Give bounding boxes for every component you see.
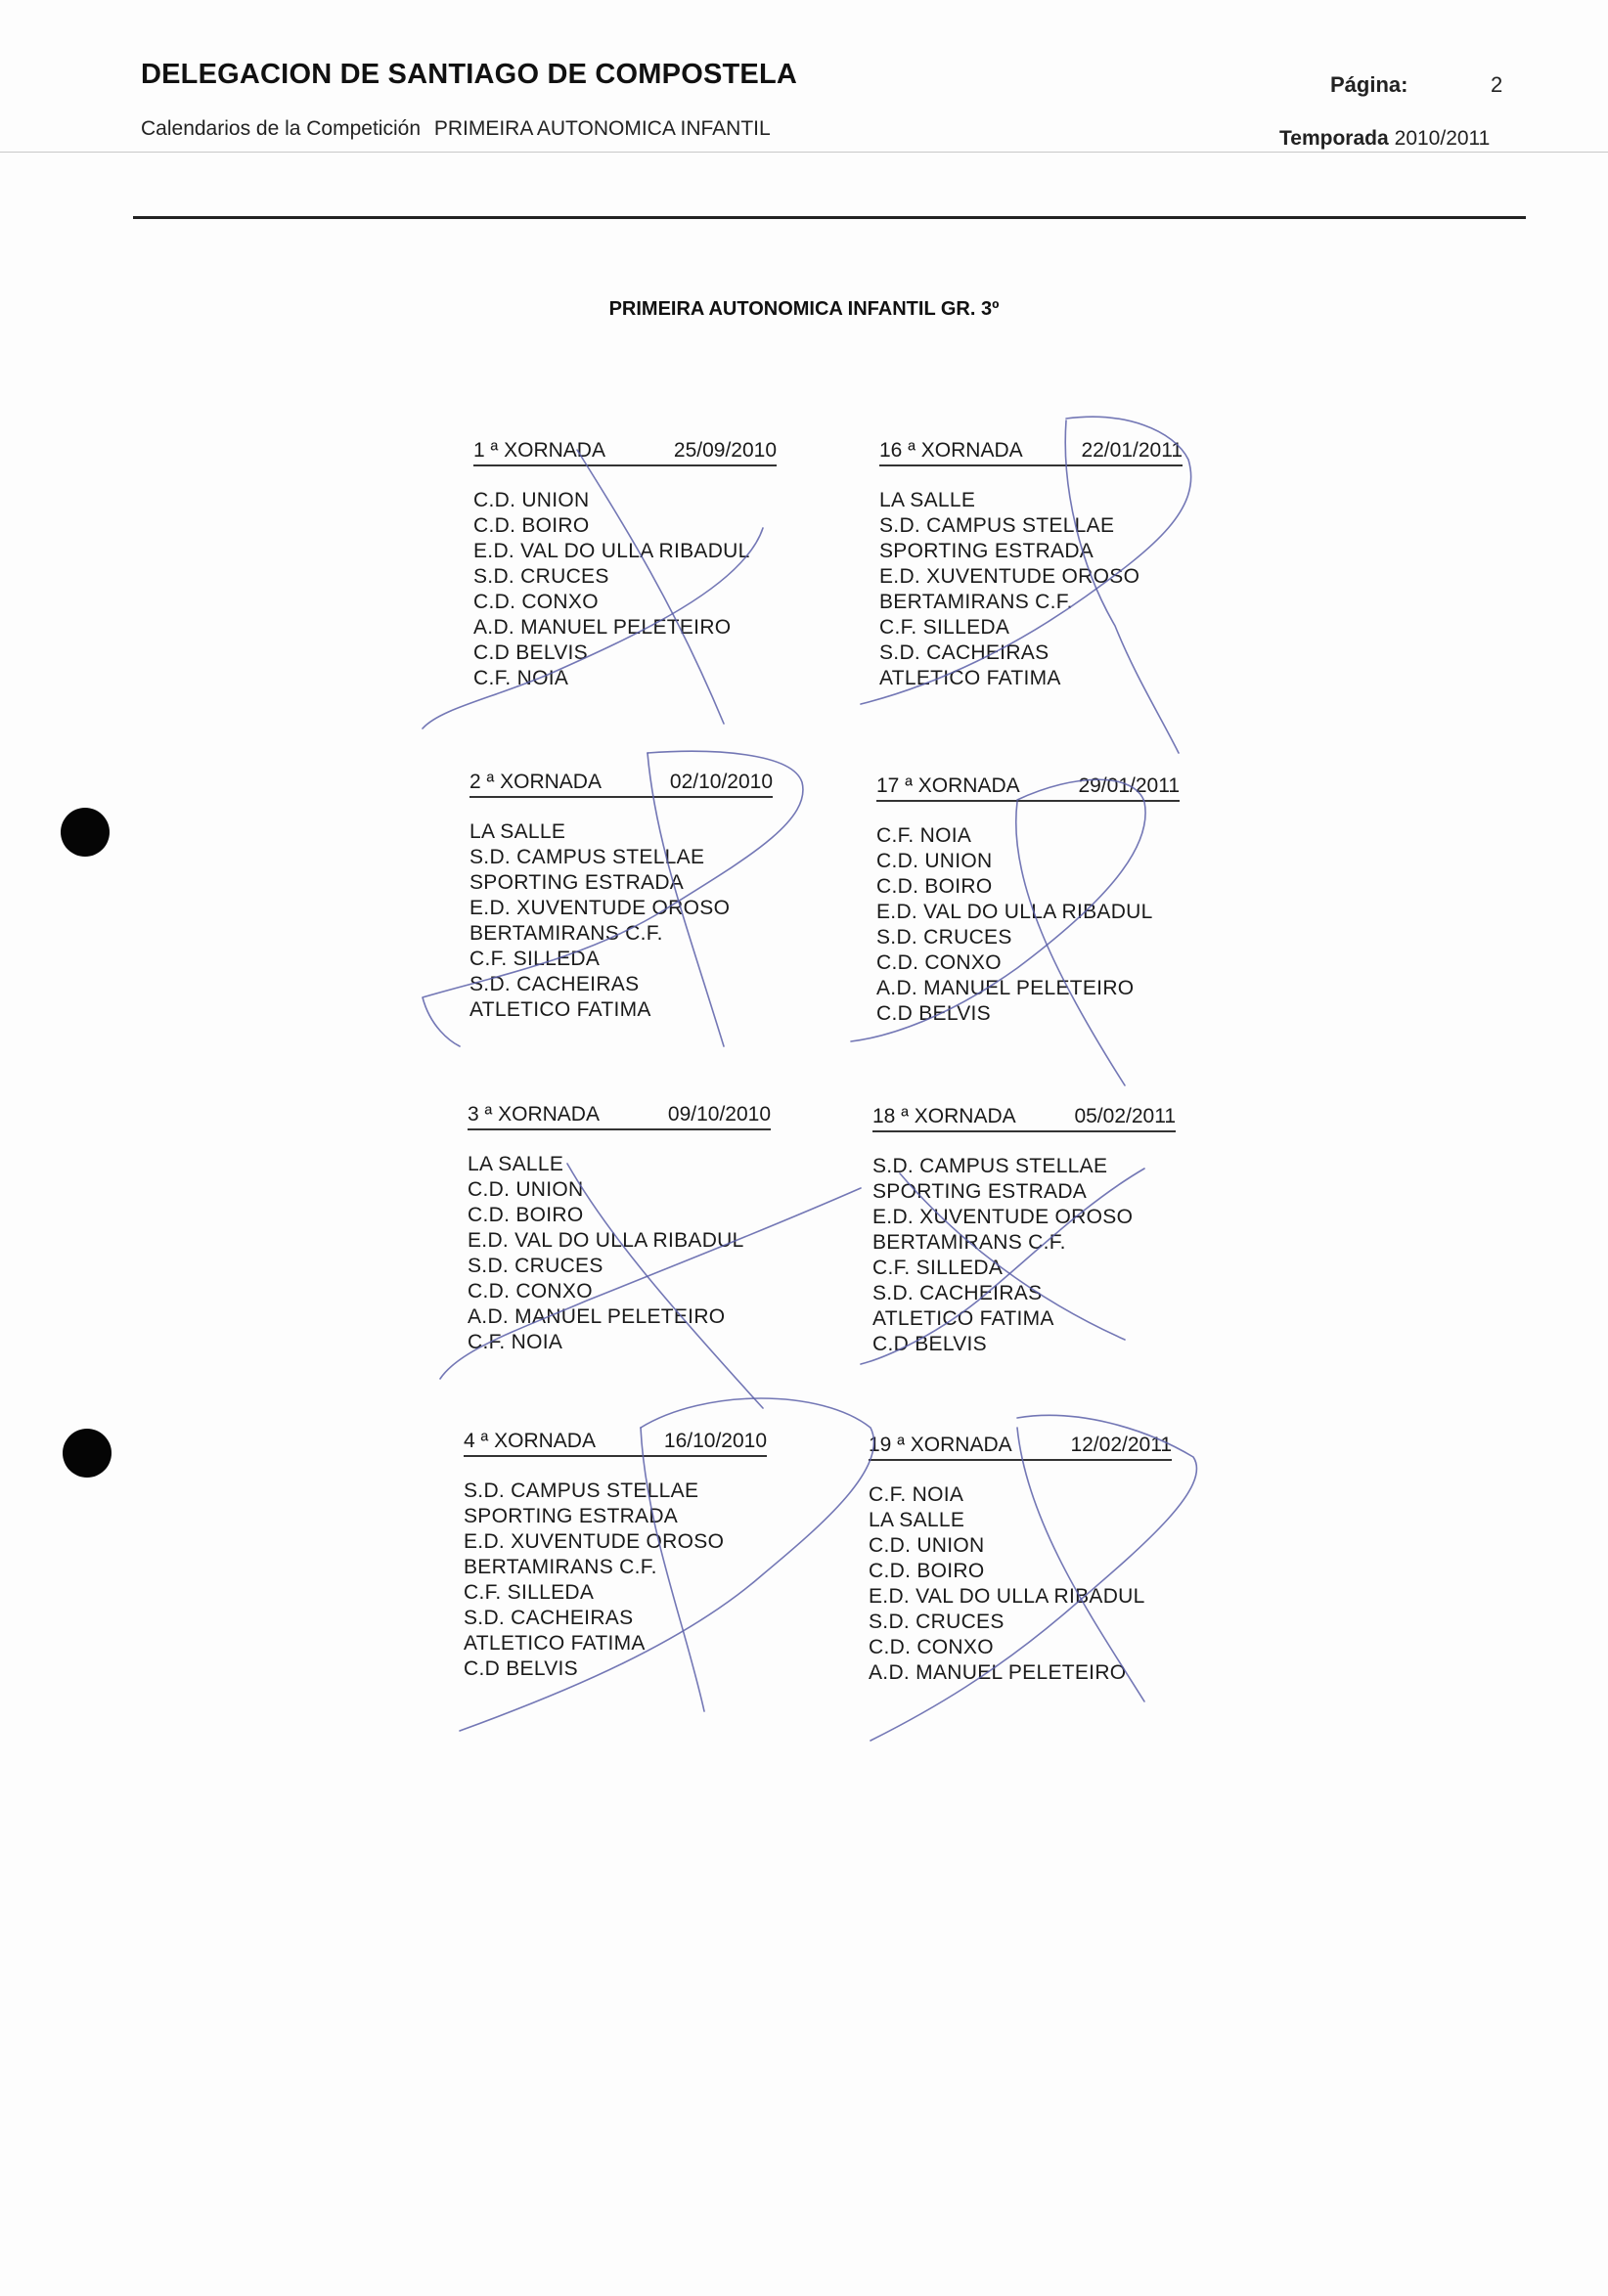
- team-item: C.D. CONXO: [468, 1280, 593, 1303]
- round-block: [876, 773, 1180, 1027]
- team-list: [473, 488, 777, 691]
- team-item: C.F. NOIA: [869, 1483, 964, 1506]
- round-header: [869, 1432, 1172, 1461]
- team-item: A.D. MANUEL PELETEIRO: [473, 616, 732, 639]
- round-header: [473, 437, 777, 466]
- team-item: C.D. BOIRO: [468, 1204, 584, 1226]
- subtitle: [141, 117, 771, 141]
- team-item: BERTAMIRANS C.F.: [879, 591, 1073, 613]
- round-block: [473, 437, 777, 691]
- team-item: E.D. XUVENTUDE OROSO: [879, 565, 1140, 588]
- team-item: C.D. UNION: [468, 1178, 584, 1201]
- team-item: BERTAMIRANS C.F.: [464, 1556, 657, 1578]
- team-item: E.D. VAL DO ULLA RIBADUL: [876, 901, 1153, 923]
- round-header: [879, 437, 1183, 466]
- team-list: [468, 1152, 771, 1355]
- team-item: BERTAMIRANS C.F.: [872, 1231, 1066, 1254]
- round-name: 17 ª XORNADA: [876, 774, 1020, 797]
- team-item: C.D. BOIRO: [869, 1560, 985, 1582]
- team-item: C.F. SILLEDA: [464, 1581, 595, 1604]
- team-item: C.D BELVIS: [464, 1657, 578, 1680]
- team-item: C.D. UNION: [876, 850, 993, 872]
- team-item: S.D. CRUCES: [468, 1255, 603, 1277]
- binder-hole-bottom: [63, 1429, 112, 1478]
- round-date: 16/10/2010: [663, 1430, 767, 1452]
- team-item: LA SALLE: [469, 820, 566, 843]
- team-item: C.F. NOIA: [473, 667, 569, 689]
- team-list: [872, 1154, 1176, 1357]
- round-name: 16 ª XORNADA: [879, 439, 1023, 462]
- team-item: S.D. CRUCES: [869, 1611, 1005, 1633]
- team-item: C.D. UNION: [473, 489, 590, 511]
- season-label: Temporada: [1279, 127, 1389, 150]
- season-value: 2010/2011: [1394, 127, 1491, 150]
- team-item: SPORTING ESTRADA: [469, 871, 685, 894]
- team-item: C.D. CONXO: [869, 1636, 994, 1658]
- round-header: [468, 1101, 771, 1130]
- round-block: [468, 1101, 771, 1355]
- team-item: A.D. MANUEL PELETEIRO: [876, 977, 1135, 999]
- group-title: PRIMEIRA AUTONOMICA INFANTIL GR. 3º: [608, 298, 1000, 320]
- round-date: 02/10/2010: [669, 771, 773, 793]
- round-name: 3 ª XORNADA: [468, 1103, 600, 1126]
- round-header: [872, 1103, 1176, 1132]
- round-name: 1 ª XORNADA: [473, 439, 605, 462]
- team-list: [869, 1482, 1172, 1686]
- round-date: 29/01/2011: [1078, 774, 1180, 797]
- team-item: A.D. MANUEL PELETEIRO: [468, 1305, 726, 1328]
- page-number: 2: [1491, 72, 1503, 97]
- header-divider: [0, 152, 1608, 153]
- team-item: C.F. NOIA: [876, 824, 972, 847]
- team-item: C.F. SILLEDA: [872, 1257, 1004, 1279]
- team-item: E.D. VAL DO ULLA RIBADUL: [869, 1585, 1145, 1608]
- team-item: E.D. VAL DO ULLA RIBADUL: [473, 540, 750, 562]
- team-item: C.D. CONXO: [876, 951, 1002, 974]
- team-item: S.D. CAMPUS STELLAE: [879, 514, 1115, 537]
- page-label: Página:: [1330, 72, 1408, 97]
- round-date: 25/09/2010: [673, 439, 777, 462]
- team-list: [469, 819, 773, 1023]
- team-item: C.D BELVIS: [876, 1002, 991, 1025]
- team-item: S.D. CAMPUS STELLAE: [464, 1479, 699, 1502]
- team-item: BERTAMIRANS C.F.: [469, 922, 663, 945]
- team-item: C.F. NOIA: [468, 1331, 563, 1353]
- team-item: C.D. CONXO: [473, 591, 599, 613]
- round-block: [869, 1432, 1172, 1686]
- competition-name: PRIMEIRA AUTONOMICA INFANTIL: [433, 117, 771, 140]
- team-item: C.F. SILLEDA: [879, 616, 1010, 639]
- subtitle-label: Calendarios de la Competición: [141, 117, 421, 140]
- team-item: S.D. CACHEIRAS: [469, 973, 640, 995]
- team-item: C.D BELVIS: [473, 641, 588, 664]
- round-date: 05/02/2011: [1074, 1105, 1176, 1127]
- team-item: E.D. XUVENTUDE OROSO: [464, 1530, 725, 1553]
- round-block: [464, 1428, 767, 1682]
- round-date: 12/02/2011: [1070, 1434, 1172, 1456]
- round-header: [469, 769, 773, 798]
- team-item: C.D BELVIS: [872, 1333, 987, 1355]
- team-item: C.D. BOIRO: [473, 514, 590, 537]
- binder-hole-top: [61, 808, 110, 857]
- team-item: LA SALLE: [468, 1153, 564, 1175]
- round-block: [872, 1103, 1176, 1357]
- team-item: LA SALLE: [879, 489, 976, 511]
- team-item: E.D. XUVENTUDE OROSO: [469, 897, 731, 919]
- team-item: C.D. BOIRO: [876, 875, 993, 898]
- team-item: SPORTING ESTRADA: [872, 1180, 1088, 1203]
- team-item: SPORTING ESTRADA: [464, 1505, 679, 1527]
- team-item: E.D. VAL DO ULLA RIBADUL: [468, 1229, 744, 1252]
- round-name: 2 ª XORNADA: [469, 771, 602, 793]
- season: [1279, 127, 1490, 151]
- team-item: C.F. SILLEDA: [469, 948, 601, 970]
- team-item: LA SALLE: [869, 1509, 965, 1531]
- team-item: ATLETICO FATIMA: [469, 998, 651, 1021]
- team-item: ATLETICO FATIMA: [464, 1632, 646, 1655]
- section-divider: [133, 216, 1526, 219]
- team-item: S.D. CRUCES: [473, 565, 609, 588]
- round-name: 19 ª XORNADA: [869, 1434, 1012, 1456]
- round-header: [876, 773, 1180, 802]
- round-date: 09/10/2010: [667, 1103, 771, 1126]
- round-date: 22/01/2011: [1081, 439, 1183, 462]
- round-name: 18 ª XORNADA: [872, 1105, 1016, 1127]
- team-item: S.D. CAMPUS STELLAE: [872, 1155, 1108, 1177]
- team-item: SPORTING ESTRADA: [879, 540, 1094, 562]
- team-item: S.D. CAMPUS STELLAE: [469, 846, 705, 868]
- team-item: C.D. UNION: [869, 1534, 985, 1557]
- team-list: [876, 823, 1180, 1027]
- team-item: S.D. CACHEIRAS: [464, 1607, 634, 1629]
- team-item: S.D. CRUCES: [876, 926, 1012, 949]
- team-item: S.D. CACHEIRAS: [879, 641, 1050, 664]
- organization-title: DELEGACION DE SANTIAGO DE COMPOSTELA: [141, 59, 798, 90]
- round-name: 4 ª XORNADA: [464, 1430, 596, 1452]
- round-block: [469, 769, 773, 1023]
- team-item: S.D. CACHEIRAS: [872, 1282, 1043, 1304]
- team-item: ATLETICO FATIMA: [879, 667, 1061, 689]
- team-item: ATLETICO FATIMA: [872, 1307, 1054, 1330]
- team-item: A.D. MANUEL PELETEIRO: [869, 1661, 1127, 1684]
- round-header: [464, 1428, 767, 1457]
- team-list: [879, 488, 1183, 691]
- team-list: [464, 1479, 767, 1682]
- team-item: E.D. XUVENTUDE OROSO: [872, 1206, 1134, 1228]
- round-block: [879, 437, 1183, 691]
